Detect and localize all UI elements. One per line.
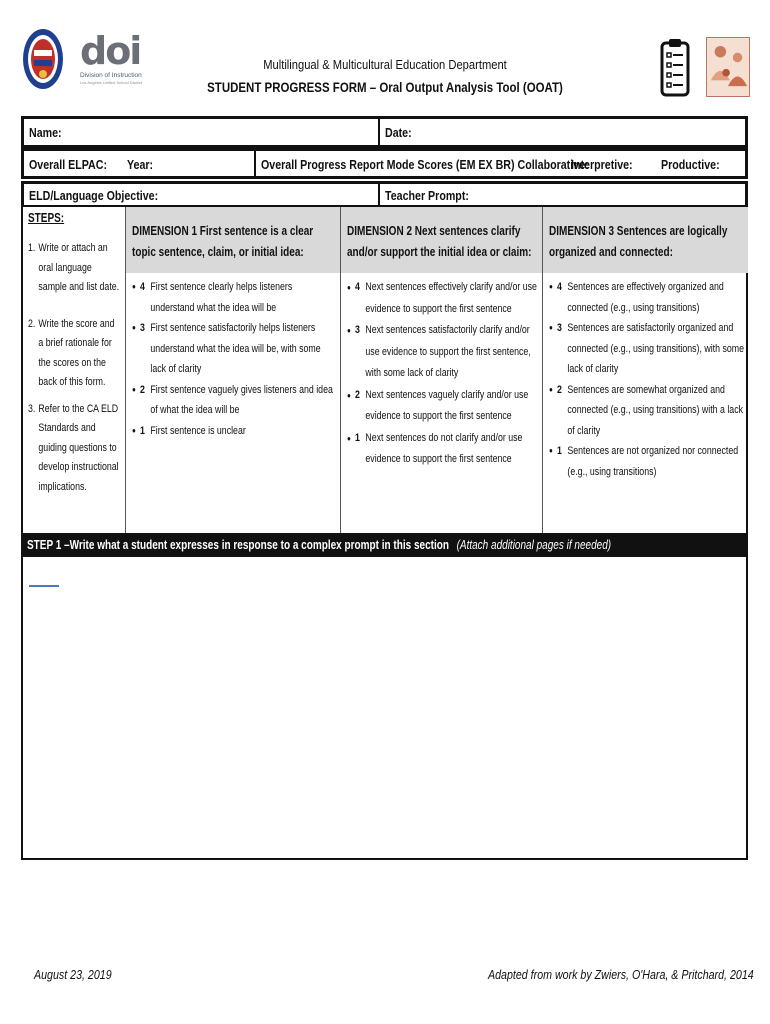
- teacher-prompt-field[interactable]: [378, 184, 745, 207]
- criterion-item: ● 3 Sentences are satisfactorily organized and connected (e.g., using transitions), with some lack of clarity: [549, 322, 744, 375]
- date-label: Date:: [385, 125, 412, 140]
- dimension-2-criteria: [340, 273, 542, 533]
- step-item: 1. Write or attach an oral language sample and list date.: [28, 239, 121, 298]
- department-name: Multilingual & Multicultural Education Department: [263, 57, 507, 72]
- name-date-row: [21, 116, 748, 148]
- criterion-item: ● 3 First sentence satisfactorily helps listeners understand what the idea will be, with some lack of clarity: [132, 322, 321, 375]
- criterion-item: ● 2 Next sentences vaguely clarify and/or use evidence to support the first sentence: [347, 388, 529, 422]
- elpac-row: [21, 148, 748, 179]
- clipboard-checklist-icon: [660, 37, 690, 97]
- dimension-1-criteria: [125, 273, 340, 533]
- step-item: 3. Refer to the CA ELD Standards and guiding questions to develop instructional implications.: [28, 400, 121, 498]
- criterion-item: ● 2 Sentences are somewhat organized and connected (e.g., using transitions) with a lack of clarity: [549, 383, 744, 437]
- elpac-field[interactable]: [24, 151, 254, 176]
- doi-logo-word: doi: [80, 29, 141, 73]
- productive-label: Productive:: [661, 157, 720, 172]
- criterion-item: ● 4 First sentence clearly helps listeners understand what the idea will be: [132, 281, 293, 314]
- eld-objective-label: ELD/Language Objective:: [29, 188, 159, 203]
- rubric-grid: [21, 205, 748, 535]
- steps-title: STEPS:: [28, 211, 65, 225]
- criterion-item: ● 1 Sentences are not organized nor connected (e.g., using transitions): [549, 445, 739, 478]
- criterion-item: ● 4 Next sentences effectively clarify and/or use evidence to support the first sentence: [347, 281, 537, 315]
- criterion-item: ● 1 First sentence is unclear: [132, 424, 246, 437]
- progress-scores-field[interactable]: [254, 151, 745, 176]
- name-field[interactable]: [24, 119, 378, 145]
- text-cursor: [29, 585, 59, 587]
- doi-logo-district: Los Angeles Unified School District: [80, 80, 143, 85]
- criterion-item: ● 4 Sentences are effectively organized and connected (e.g., using transitions): [549, 281, 724, 314]
- step-1-label: STEP 1 –Write what a student expresses in response to a complex prompt in this section: [27, 538, 449, 552]
- elpac-label: Overall ELPAC:: [29, 157, 108, 172]
- step-1-bar: [21, 535, 748, 557]
- eld-objective-row: [21, 181, 748, 207]
- dimension-1-header: DIMENSION 1 First sentence is a clear topic sentence, claim, or initial idea:: [125, 207, 340, 273]
- student-response-area[interactable]: [21, 557, 748, 860]
- step-text: Write or attach an oral language sample and list date.: [38, 242, 120, 293]
- step-text: Write the score and a brief rationale for the scores on the back of this form.: [38, 317, 115, 388]
- criterion-item: ● 2 First sentence vaguely gives listeners and idea of what the idea will be: [132, 383, 333, 416]
- dimension-3-header: DIMENSION 3 Sentences are logically organized and connected:: [542, 207, 748, 273]
- teacher-prompt-label: Teacher Prompt:: [385, 188, 469, 203]
- interpretive-label: Interpretive:: [571, 157, 633, 172]
- doi-logo-subtitle: Division of Instruction: [80, 72, 142, 79]
- steps-column: [23, 207, 125, 533]
- dimension-3-criteria: [542, 273, 748, 533]
- step-1-note: (Attach additional pages if needed): [456, 538, 612, 552]
- step-item: 2. Write the score and a brief rationale for the scores on the back of this form.: [28, 315, 121, 393]
- name-label: Name:: [29, 125, 62, 140]
- students-photo-icon: [706, 37, 750, 97]
- eld-objective-field[interactable]: [24, 184, 378, 207]
- footer-credit: Adapted from work by Zwiers, O'Hara, & Pritchard, 2014: [488, 967, 754, 982]
- step-text: Refer to the CA ELD Standards and guiding questions to develop instructional implications.: [38, 402, 119, 493]
- criterion-item: ● 1 Next sentences do not clarify and/or use evidence to support the first sentence: [347, 431, 523, 465]
- date-field[interactable]: [378, 119, 745, 145]
- page-header: [0, 0, 770, 115]
- footer-date: August 23, 2019: [34, 967, 112, 982]
- dimension-2-header: DIMENSION 2 Next sentences clarify and/or support the initial idea or claim:: [340, 207, 542, 273]
- year-label: Year:: [127, 157, 154, 172]
- progress-label: Overall Progress Report Mode Scores (EM EX BR) Collaborative:: [261, 157, 589, 172]
- criterion-item: ● 3 Next sentences satisfactorily clarify and/or use evidence to support the first sentence, with some lack of clarity: [347, 324, 531, 379]
- form-title: STUDENT PROGRESS FORM – Oral Output Analysis Tool (OOAT): [207, 79, 563, 95]
